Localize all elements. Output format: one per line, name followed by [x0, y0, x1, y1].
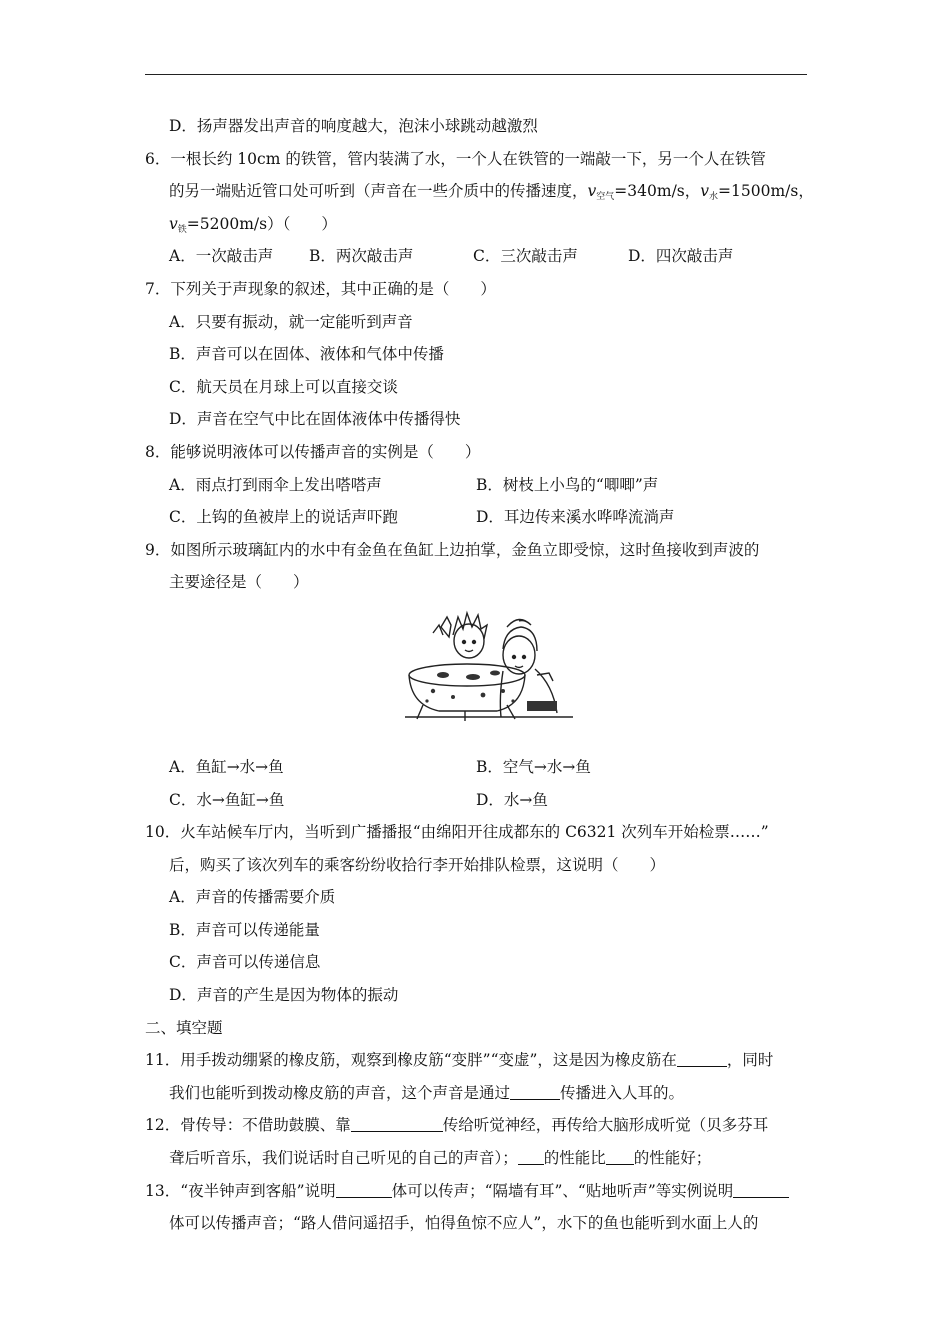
section-heading-fill-in: 二、填空题 [145, 1018, 223, 1037]
q13-line1 [145, 1175, 807, 1208]
air-speed: =340m/s， [614, 182, 701, 201]
q12-line2 [145, 1142, 807, 1175]
q12-text: 12．骨传导：不借助鼓膜、靠 [145, 1116, 351, 1135]
question-content [145, 110, 814, 1240]
air-subscript: 空气 [596, 192, 615, 203]
q5-option-d: D．扬声器发出声音的响度越大，泡沫小球跳动越激烈 [169, 117, 538, 135]
q11-blank-2[interactable] [510, 1082, 560, 1100]
iron-subscript: 铁 [177, 224, 187, 235]
q11-text: 传播进入人耳的。 [560, 1083, 685, 1102]
q6-stem-line1: 6．一根长约 10cm 的铁管，管内装满了水，一个人在铁管的一端敲一下，另一个人在铁管 [145, 149, 766, 168]
velocity-symbol: v [169, 214, 178, 233]
q8-options-row1 [145, 469, 807, 502]
q7-option-c[interactable]: C．航天员在月球上可以直接交谈 [169, 377, 398, 396]
q9-stem-line2: 主要途径是（ ） [169, 573, 309, 592]
q9-stem-line1: 9．如图所示玻璃缸内的水中有金鱼在鱼缸上边拍掌，金鱼立即受惊，这时鱼接收到声波的 [145, 540, 760, 559]
q6-stem-line2 [145, 175, 814, 208]
q13-text: 体可以传声；“隔墙有耳”、“贴地听声”等实例说明 [391, 1181, 734, 1200]
q12-blank-2[interactable] [518, 1147, 544, 1165]
q10-stem-line1: 10．火车站候车厅内，当听到广播播报“由绵阳开往成都东的 C6321 次列车开始检票……” [145, 823, 769, 842]
q8-options-row2 [145, 501, 807, 534]
q12-text: 的性能比 [543, 1149, 606, 1168]
water-subscript: 水 [709, 192, 719, 203]
q9-option-c[interactable]: C．水→鱼缸→鱼 [169, 790, 285, 809]
q9-option-b[interactable]: B．空气→水→鱼 [476, 757, 591, 776]
q6-option-d[interactable]: D．四次敲击声 [628, 247, 734, 266]
q13-blank-1[interactable] [336, 1180, 392, 1198]
q8-option-a[interactable]: A．雨点打到雨伞上发出嗒嗒声 [169, 475, 382, 494]
q7-option-d[interactable]: D．声音在空气中比在固体液体中传播得快 [169, 410, 461, 429]
q6-stem-line3 [145, 208, 807, 241]
q11-blank-1[interactable] [677, 1049, 727, 1067]
q10-option-b[interactable]: B．声音可以传递能量 [169, 920, 320, 939]
q7-stem: 7．下列关于声现象的叙述，其中正确的是（ ） [145, 279, 496, 298]
q8-option-d[interactable]: D．耳边传来溪水哗哗流淌声 [476, 508, 675, 527]
q12-text: 聋后听音乐，我们说话时自己听见的自己的声音）； [169, 1149, 518, 1168]
q7-option-b[interactable]: B．声音可以在固体、液体和气体中传播 [169, 345, 444, 364]
iron-speed: =5200m/s）（ ） [186, 214, 337, 233]
header-rule [145, 74, 807, 75]
q8-option-c[interactable]: C．上钩的鱼被岸上的说话声吓跑 [169, 508, 398, 527]
q12-blank-1[interactable] [351, 1114, 443, 1132]
q11-line2 [145, 1077, 807, 1110]
q13-line2: 体可以传播声音；“路人借问遥招手，怕得鱼惊不应人”，水下的鱼也能听到水面上人的 [169, 1214, 759, 1233]
q9-options-row2 [145, 784, 807, 817]
q12-line1 [145, 1109, 807, 1142]
q6-option-b[interactable]: B．两次敲击声 [309, 247, 414, 266]
q9-option-d[interactable]: D．水→鱼 [476, 790, 548, 809]
q6-text: 的另一端贴近管口处可听到（声音在一些介质中的传播速度， [169, 182, 588, 201]
q10-option-d[interactable]: D．声音的产生是因为物体的振动 [169, 986, 399, 1005]
q11-line1 [145, 1044, 807, 1077]
water-speed: =1500m/s， [718, 182, 814, 201]
q11-text: 11．用手拨动绷紧的橡皮筋，观察到橡皮筋“变胖”“变虚”，这是因为橡皮筋在 [145, 1051, 677, 1070]
q8-option-b[interactable]: B．树枝上小鸟的“唧唧”声 [476, 475, 659, 494]
fishbowl-figure [145, 599, 807, 751]
fishbowl-illustration [403, 605, 579, 723]
velocity-symbol: v [700, 182, 710, 201]
q6-option-a[interactable]: A．一次敲击声 [169, 247, 274, 266]
q9-option-a[interactable]: A．鱼缸→水→鱼 [169, 757, 284, 776]
q12-blank-3[interactable] [606, 1147, 634, 1165]
q10-option-a[interactable]: A．声音的传播需要介质 [169, 888, 336, 907]
velocity-symbol: v [587, 182, 597, 201]
q11-text: 我们也能听到拨动橡皮筋的声音，这个声音是通过 [169, 1083, 511, 1102]
q12-text: 的性能好； [633, 1149, 712, 1168]
q7-option-a[interactable]: A．只要有振动，就一定能听到声音 [169, 312, 413, 331]
q6-options [145, 240, 807, 273]
q13-text: 13．“夜半钟声到客船”说明 [145, 1181, 336, 1200]
q6-option-c[interactable]: C．三次敲击声 [473, 247, 578, 266]
q10-option-c[interactable]: C．声音可以传递信息 [169, 953, 321, 972]
q11-text: ，同时 [726, 1051, 774, 1070]
q9-options-row1 [145, 751, 807, 784]
q8-stem: 8．能够说明液体可以传播声音的实例是（ ） [145, 442, 481, 461]
q13-blank-2[interactable] [733, 1180, 789, 1198]
q12-text: 传给听觉神经，再传给大脑形成听觉（贝多芬耳 [442, 1116, 769, 1135]
q10-stem-line2: 后，购买了该次列车的乘客纷纷收拾行李开始排队检票，这说明（ ） [169, 855, 666, 874]
